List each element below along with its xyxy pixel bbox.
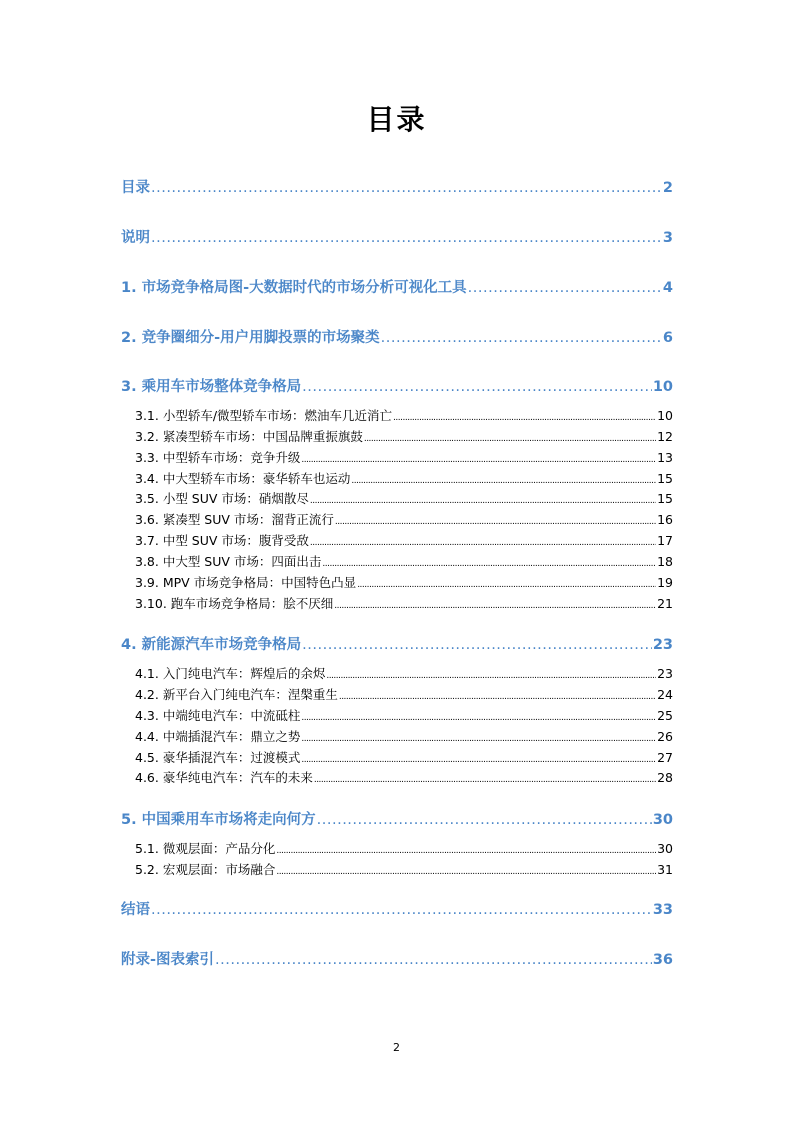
toc-entry[interactable]	[135, 469, 673, 487]
toc-entry[interactable]	[135, 768, 673, 786]
toc-entry-page: 10	[652, 379, 673, 395]
toc-leader-dots	[381, 330, 662, 346]
toc-entry-page: 28	[657, 770, 673, 785]
toc-entry-page: 3	[662, 230, 673, 246]
toc-entry-label: 4.5. 豪华插混汽车：过渡模式	[135, 750, 301, 765]
toc-entry-label: 3.10. 跑车市场竞争格局：脍不厌细	[135, 596, 334, 611]
toc-leader-dots	[364, 434, 656, 444]
toc-entry-label: 3.8. 中大型 SUV 市场：四面出击	[135, 554, 322, 569]
toc-entry[interactable]	[135, 706, 673, 724]
toc-entry-page: 10	[657, 408, 673, 423]
toc-entry-label: 4.3. 中端纯电汽车：中流砥柱	[135, 708, 301, 723]
toc-entry-page: 33	[652, 902, 673, 918]
toc-entry[interactable]	[135, 860, 673, 878]
toc-entry-page: 23	[657, 666, 673, 681]
toc-entry[interactable]	[135, 685, 673, 703]
toc-entry-label: 3.1. 小型轿车/微型轿车市场：燃油车几近消亡	[135, 408, 393, 423]
toc-leader-dots	[276, 846, 656, 856]
toc-entry-page: 2	[662, 180, 673, 196]
toc-entry[interactable]	[121, 948, 673, 968]
toc-entry-label: 目录	[121, 180, 150, 196]
toc-entry-page: 36	[652, 952, 673, 968]
toc-leader-dots	[151, 230, 662, 246]
toc-entry-label: 5.1. 微观层面：产品分化	[135, 841, 276, 856]
toc-entry-label: 3. 乘用车市场整体竞争格局	[121, 379, 302, 395]
toc-entry-page: 4	[662, 280, 673, 296]
toc-entry-page: 13	[657, 450, 673, 465]
toc-entry[interactable]	[135, 664, 673, 682]
toc-leader-dots	[301, 713, 656, 723]
toc-leader-dots	[310, 538, 656, 548]
toc-entry[interactable]	[121, 898, 673, 918]
toc-leader-dots	[301, 755, 656, 765]
toc-entry[interactable]	[135, 448, 673, 466]
toc-entry-page: 17	[657, 533, 673, 548]
toc-entry[interactable]	[135, 594, 673, 612]
toc-leader-dots	[302, 379, 652, 395]
toc-leader-dots	[334, 601, 656, 611]
toc-entry[interactable]	[135, 406, 673, 424]
toc-leader-dots	[301, 455, 656, 465]
toc-entry-page: 21	[657, 596, 673, 611]
toc-entry-label: 1. 市场竞争格局图-大数据时代的市场分析可视化工具	[121, 280, 467, 296]
toc-entry[interactable]	[121, 326, 673, 346]
toc-entry-label: 4.6. 豪华纯电汽车：汽车的未来	[135, 770, 313, 785]
toc-entry-label: 4. 新能源汽车市场竞争格局	[121, 637, 302, 653]
toc-entry-page: 27	[657, 750, 673, 765]
toc-leader-dots	[322, 559, 656, 569]
toc-entry-label: 附录-图表索引	[121, 952, 215, 968]
toc-entry-page: 16	[657, 512, 673, 527]
toc-entry-label: 4.4. 中端插混汽车：鼎立之势	[135, 729, 301, 744]
toc-entry-label: 5. 中国乘用车市场将走向何方	[121, 812, 316, 828]
toc-leader-dots	[310, 496, 656, 506]
page-number: 2	[393, 1041, 400, 1054]
toc-entry-label: 3.6. 紧凑型 SUV 市场：溜背正流行	[135, 512, 334, 527]
toc-entry-page: 18	[657, 554, 673, 569]
toc-entry[interactable]	[121, 226, 673, 246]
toc-entry-page: 15	[657, 491, 673, 506]
toc-entry-page: 30	[657, 841, 673, 856]
toc-entry-page: 26	[657, 729, 673, 744]
toc-entry[interactable]	[135, 552, 673, 570]
toc-leader-dots	[151, 180, 662, 196]
toc-entry-page: 31	[657, 862, 673, 877]
toc-entry-label: 2. 竞争圈细分-用户用脚投票的市场聚类	[121, 330, 380, 346]
toc-entry[interactable]	[135, 531, 673, 549]
toc-entry-label: 3.9. MPV 市场竞争格局：中国特色凸显	[135, 575, 357, 590]
toc-leader-dots	[215, 952, 652, 968]
toc-leader-dots	[301, 734, 656, 744]
toc-entry[interactable]	[121, 375, 673, 395]
toc-leader-dots	[335, 517, 656, 527]
toc-entry-page: 25	[657, 708, 673, 723]
toc-leader-dots	[314, 775, 656, 785]
toc-leader-dots	[326, 671, 656, 681]
toc-leader-dots	[468, 280, 662, 296]
toc-entry-label: 3.4. 中大型轿车市场：豪华轿车也运动	[135, 471, 351, 486]
toc-leader-dots	[151, 902, 652, 918]
toc-leader-dots	[339, 692, 656, 702]
toc-entry-label: 3.5. 小型 SUV 市场：硝烟散尽	[135, 491, 309, 506]
toc-entry-page: 30	[652, 812, 673, 828]
toc-entry-page: 6	[662, 330, 673, 346]
toc-entry[interactable]	[135, 489, 673, 507]
toc-entry[interactable]	[135, 573, 673, 591]
toc-leader-dots	[351, 476, 656, 486]
toc-leader-dots	[393, 413, 656, 423]
toc-entry-label: 4.2. 新平台入门纯电汽车：涅槃重生	[135, 687, 338, 702]
toc-leader-dots	[357, 580, 656, 590]
toc-entry[interactable]	[121, 633, 673, 653]
toc-entry[interactable]	[135, 748, 673, 766]
toc-entry[interactable]	[121, 808, 673, 828]
toc-leader-dots	[317, 812, 652, 828]
toc-entry[interactable]	[135, 839, 673, 857]
toc-entry-label: 3.2. 紧凑型轿车市场：中国品牌重振旗鼓	[135, 429, 363, 444]
toc-entry[interactable]	[121, 276, 673, 296]
toc-entry[interactable]	[135, 727, 673, 745]
toc-entry-page: 12	[657, 429, 673, 444]
toc-entry-label: 5.2. 宏观层面：市场融合	[135, 862, 276, 877]
toc-entry[interactable]	[121, 176, 673, 196]
toc-entry[interactable]	[135, 427, 673, 445]
toc-entry-label: 3.3. 中型轿车市场：竞争升级	[135, 450, 301, 465]
toc-entry-page: 23	[652, 637, 673, 653]
toc-entry-page: 19	[657, 575, 673, 590]
toc-entry[interactable]	[135, 510, 673, 528]
toc-entry-label: 说明	[121, 230, 150, 246]
page-title: 目录	[366, 103, 427, 136]
toc-entry-label: 4.1. 入门纯电汽车：辉煌后的余烬	[135, 666, 326, 681]
toc-entry-label: 3.7. 中型 SUV 市场：腹背受敌	[135, 533, 309, 548]
toc-leader-dots	[302, 637, 652, 653]
toc-leader-dots	[276, 867, 656, 877]
toc-entry-page: 15	[657, 471, 673, 486]
toc-entry-page: 24	[657, 687, 673, 702]
toc-entry-label: 结语	[121, 902, 150, 918]
